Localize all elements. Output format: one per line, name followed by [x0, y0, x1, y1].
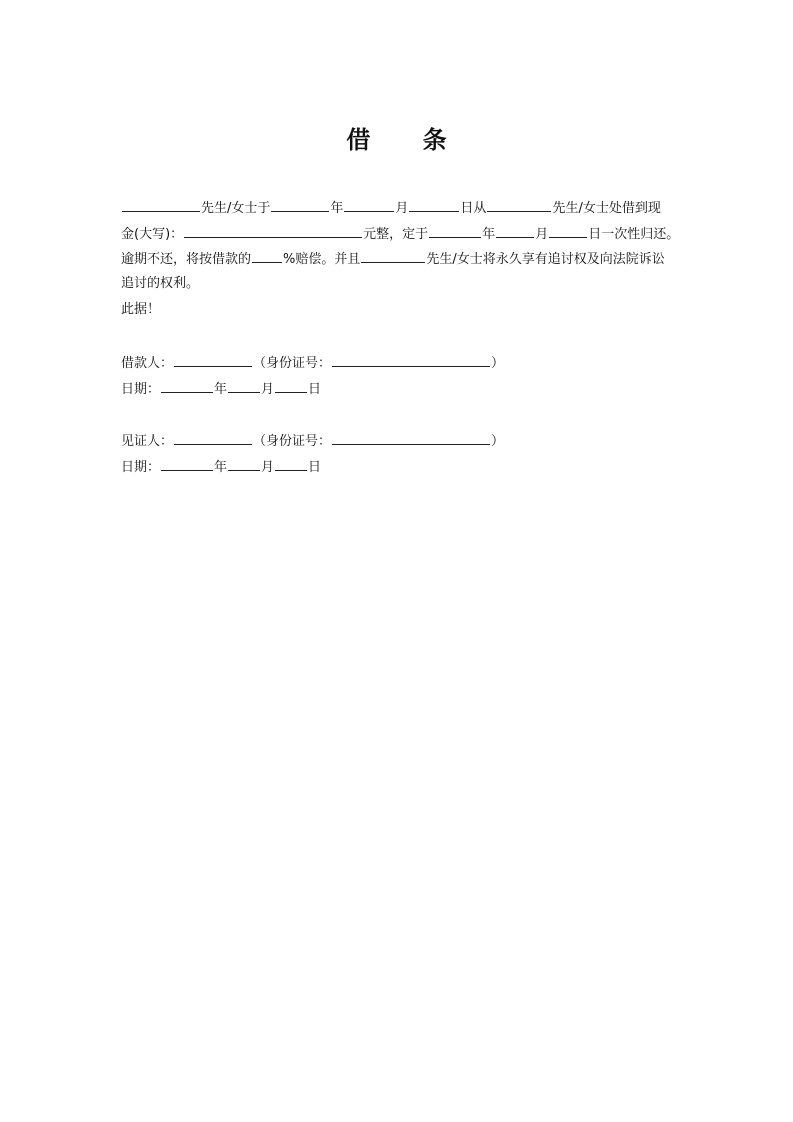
witness-line: [121, 430, 504, 450]
borrower-date-day-blank[interactable]: [275, 378, 307, 393]
body-text: 月: [395, 201, 409, 216]
borrower-line: [121, 352, 504, 372]
amount-uppercase-blank[interactable]: [184, 223, 362, 238]
lender-name-blank[interactable]: [122, 197, 200, 212]
penalty-rate-blank[interactable]: [252, 248, 282, 263]
body-text: 先生/女士于: [201, 201, 271, 216]
date-month: 月: [261, 382, 275, 397]
date-label: 日期：: [121, 382, 161, 397]
body-line-2: [121, 223, 679, 243]
body-text: 逾期不还，将按借款的: [121, 252, 252, 267]
witness-id-close: ）: [491, 434, 505, 449]
body-text: 追讨的权利。: [121, 276, 200, 291]
body-line-3: [121, 248, 665, 268]
body-text: 日从: [460, 201, 487, 216]
date-year: 年: [214, 460, 228, 475]
repay-month-blank[interactable]: [496, 223, 534, 238]
body-text: 金(大写)：: [121, 227, 184, 242]
date-day: 日: [308, 382, 322, 397]
borrower-date-line: [121, 378, 321, 398]
body-text: 年: [482, 227, 496, 242]
date-day: 日: [308, 460, 322, 475]
repay-day-blank[interactable]: [549, 223, 587, 238]
date-label: 日期：: [121, 460, 161, 475]
body-text: 月: [535, 227, 549, 242]
body-line-1: [121, 197, 661, 217]
borrower-name-blank[interactable]: [174, 352, 252, 367]
body-text: 年: [330, 201, 344, 216]
body-text: %赔偿。并且: [283, 252, 361, 267]
witness-date-month-blank[interactable]: [228, 456, 260, 471]
loan-year-blank[interactable]: [271, 197, 329, 212]
document-title: 借 条: [346, 125, 469, 154]
body-text: 此据！: [121, 302, 161, 317]
witness-date-day-blank[interactable]: [275, 456, 307, 471]
body-text: 日一次性归还。: [588, 227, 680, 242]
witness-date-year-blank[interactable]: [161, 456, 213, 471]
body-line-5: [121, 300, 160, 320]
witness-date-line: [121, 456, 321, 476]
witness-label: 见证人：: [121, 434, 174, 449]
witness-name-blank[interactable]: [174, 430, 252, 445]
loan-month-blank[interactable]: [344, 197, 394, 212]
borrower-date-month-blank[interactable]: [228, 378, 260, 393]
date-year: 年: [214, 382, 228, 397]
date-month: 月: [261, 460, 275, 475]
borrower-id-open: （身份证号：: [253, 356, 332, 371]
body-line-4: [121, 274, 199, 294]
borrower-date-year-blank[interactable]: [161, 378, 213, 393]
borrower-id-blank[interactable]: [332, 352, 490, 367]
witness-id-open: （身份证号：: [253, 434, 332, 449]
witness-id-blank[interactable]: [332, 430, 490, 445]
body-text: 先生/女士处借到现: [552, 201, 661, 216]
loan-day-blank[interactable]: [409, 197, 459, 212]
repay-year-blank[interactable]: [429, 223, 481, 238]
borrower-id-close: ）: [491, 356, 505, 371]
body-text: 先生/女士将永久享有追讨权及向法院诉讼: [426, 252, 665, 267]
body-text: 元整，定于: [363, 227, 429, 242]
claimant-name-blank[interactable]: [361, 248, 425, 263]
borrower-label: 借款人：: [121, 356, 174, 371]
creditor-name-blank[interactable]: [487, 197, 551, 212]
